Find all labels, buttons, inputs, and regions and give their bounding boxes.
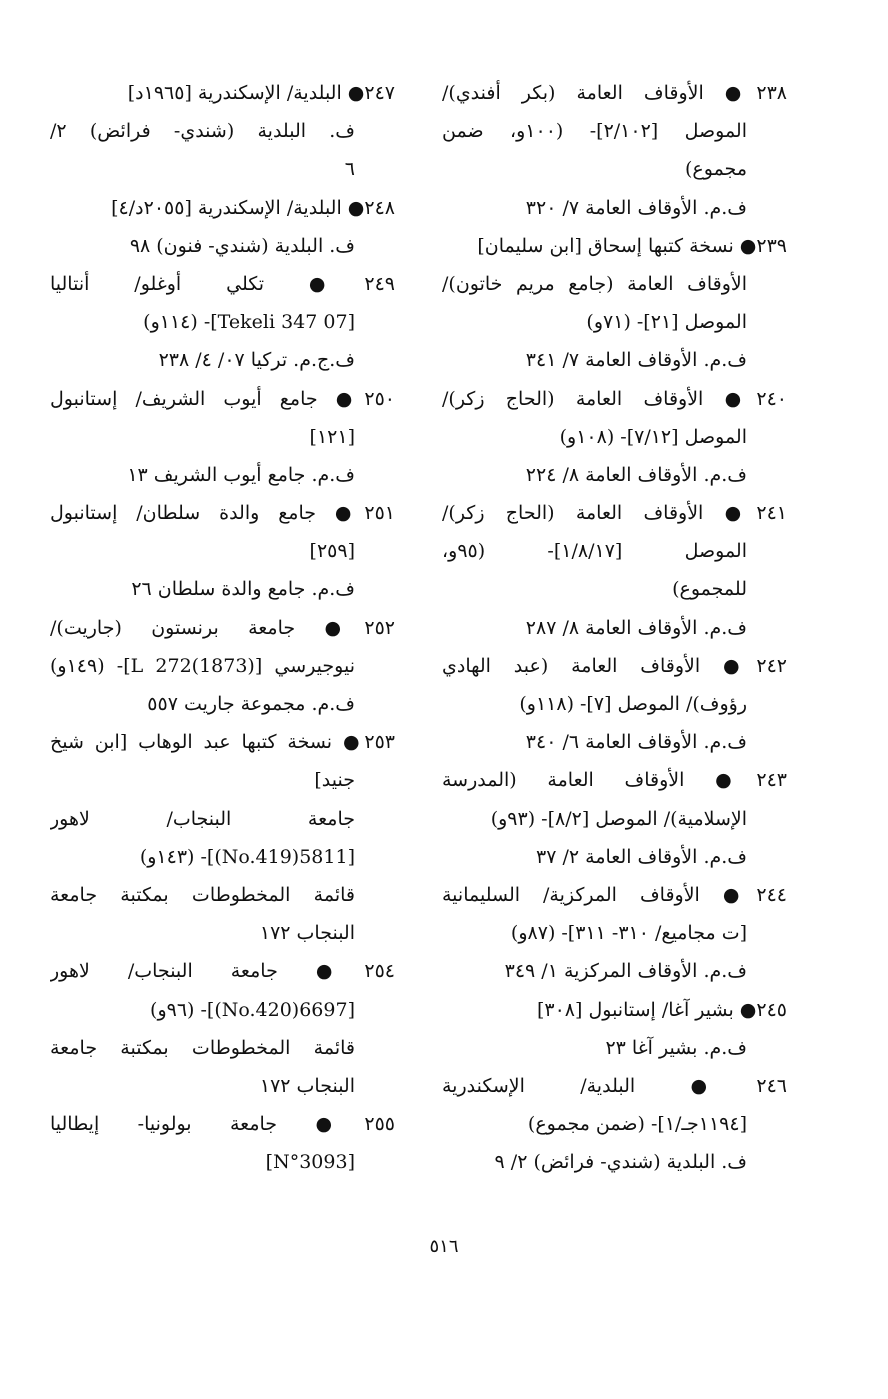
entry-text-line: ف. البلدية (شندي- فنون) ٩٨ bbox=[129, 234, 355, 257]
entry-text-line: ف.م. الأوقاف العامة ٧/ ٣٤١ bbox=[525, 349, 747, 372]
catalog-entry bbox=[442, 761, 787, 876]
entry-heading-line: ٢٥٤● جامعة البنجاب/ لاهور bbox=[50, 960, 395, 983]
entry-heading-line: ٢٤٧● البلدية/ الإسكندرية [١٩٦٥د] bbox=[127, 82, 395, 104]
entry-text-line: البنجاب ١٧٢ bbox=[259, 1074, 355, 1097]
entry-heading-line: ٢٤٢● الأوقاف العامة (عبد الهادي bbox=[442, 654, 787, 677]
entry-text-line: الموصل [٢/١٠٢]- (١٠٠و، ضمن bbox=[442, 120, 747, 143]
catalog-entry bbox=[442, 647, 787, 762]
catalog-entry bbox=[50, 380, 395, 495]
catalog-entry bbox=[50, 1105, 395, 1181]
entry-text-line: الإسلامية)/ الموصل [٨/٢]- (٩٣و) bbox=[490, 807, 747, 830]
entry-text-line: ف.م. الأوقاف العامة ٨/ ٢٢٤ bbox=[525, 463, 747, 486]
entry-text-line: ٦ bbox=[344, 158, 355, 181]
entry-text-line: ف. البلدية (شندي- فرائض) ٢/ bbox=[50, 120, 355, 143]
entry-text-line: البنجاب ١٧٢ bbox=[259, 922, 355, 945]
entry-text-line: ف.م. مجموعة جاريت ٥٥٧ bbox=[147, 693, 355, 715]
entry-text-line: [ت مجاميع/ ٣١٠- ٣١١]- (٨٧و) bbox=[510, 922, 747, 945]
entry-text-line: ف.ج.م. تركيا ٠٧/ ٤/ ٢٣٨ bbox=[158, 349, 355, 372]
entry-heading-line: ٢٤٩● تكلي أوغلو/ أنتاليا bbox=[50, 272, 395, 295]
catalog-entry bbox=[442, 991, 787, 1067]
catalog-entry bbox=[50, 609, 395, 724]
entry-text-line: ف.م. الأوقاف العامة ٢/ ٣٧ bbox=[536, 845, 747, 868]
entry-text-line: ف.م. الأوقاف المركزية ١/ ٣٤٩ bbox=[504, 960, 747, 983]
entry-text-line: الأوقاف العامة (جامع مريم خاتون)/ bbox=[442, 272, 747, 295]
entry-heading-line: ٢٤١● الأوقاف العامة (الحاج زكر)/ bbox=[442, 502, 787, 525]
entry-heading-line: ٢٤٤● الأوقاف المركزية/ السليمانية bbox=[442, 883, 787, 906]
entry-heading-line: ٢٥٥● جامعة بولونيا- إيطاليا bbox=[50, 1113, 395, 1136]
catalog-entry bbox=[442, 74, 787, 227]
left-column bbox=[50, 74, 395, 1181]
catalog-entry bbox=[50, 952, 395, 1105]
entry-text-line: ف.م. جامع والدة سلطان ٢٦ bbox=[131, 578, 355, 601]
entry-text-line: [٢٥٩] bbox=[309, 540, 355, 563]
entry-text-line: ف.م. الأوقاف العامة ٨/ ٢٨٧ bbox=[525, 616, 747, 639]
entry-text-line: [07 Tekeli 347]- (١١٤و) bbox=[143, 311, 355, 334]
entry-heading-line: ٢٥٢● جامعة برنستون (جاريت)/ bbox=[50, 616, 395, 639]
entry-heading-line: ٢٣٨● الأوقاف العامة (بكر أفندي)/ bbox=[442, 82, 787, 104]
catalog-entry bbox=[442, 380, 787, 495]
catalog-entry bbox=[50, 494, 395, 609]
entry-text-line: الموصل [٢١]- (٧١و) bbox=[586, 311, 747, 334]
entry-heading-line: ٢٥٣● نسخة كتبها عبد الوهاب [ابن شيخ bbox=[50, 731, 395, 754]
entry-text-line: الموصل [٧/١٢]- (١٠٨و) bbox=[559, 425, 747, 448]
page-number: ٥١٦ bbox=[429, 1236, 459, 1257]
entry-heading-line: ٢٤٠● الأوقاف العامة (الحاج زكر)/ bbox=[442, 387, 787, 410]
entry-text-line: مجموع) bbox=[685, 158, 747, 181]
entry-text-line: ف.م. جامع أيوب الشريف ١٣ bbox=[127, 463, 355, 486]
catalog-entry bbox=[442, 227, 787, 380]
entry-text-line: للمجموع) bbox=[672, 578, 747, 601]
entry-text-line: رؤوف)/ الموصل [٧]- (١١٨و) bbox=[519, 693, 747, 715]
catalog-entry bbox=[50, 723, 395, 952]
catalog-entry bbox=[50, 74, 395, 189]
entry-text-line: [5811(No.419)]- (١٤٣و) bbox=[139, 845, 355, 868]
entry-text-line: ف.م. بشير آغا ٢٣ bbox=[605, 1036, 747, 1059]
entry-heading-line: ٢٤٣● الأوقاف العامة (المدرسة bbox=[442, 769, 787, 792]
entry-heading-line: ٢٤٦● البلدية/ الإسكندرية bbox=[442, 1074, 787, 1097]
right-column bbox=[442, 74, 787, 1181]
entry-text-line: قائمة المخطوطات بمكتبة جامعة bbox=[50, 883, 355, 906]
entry-text-line: جنيد] bbox=[314, 769, 355, 792]
catalog-entry bbox=[442, 1067, 787, 1182]
entry-heading-line: ٢٤٨● البلدية/ الإسكندرية [٢٠٥٥د/٤] bbox=[111, 196, 395, 219]
entry-heading-line: ٢٥١● جامع والدة سلطان/ إستانبول bbox=[50, 502, 395, 525]
catalog-entry bbox=[442, 494, 787, 647]
entry-text-line: ف. البلدية (شندي- فرائض) ٢/ ٩ bbox=[494, 1151, 747, 1174]
entry-text-line: نيوجيرسي [L 272(1873)]- (١٤٩و) bbox=[50, 654, 355, 677]
entry-text-line: [6697(No.420)]- (٩٦و) bbox=[150, 998, 355, 1021]
entry-text-line: قائمة المخطوطات بمكتبة جامعة bbox=[50, 1036, 355, 1059]
entry-text-line: ف.م. الأوقاف العامة ٧/ ٣٢٠ bbox=[525, 196, 747, 219]
entry-text-line: ف.م. الأوقاف العامة ٦/ ٣٤٠ bbox=[525, 731, 747, 754]
entry-text-line: جامعة البنجاب/ لاهور bbox=[50, 807, 355, 830]
entry-heading-line: ٢٣٩● نسخة كتبها إسحاق [ابن سليمان] bbox=[477, 234, 787, 257]
entry-text-line: [١١٩٤جـ/١]- (ضمن مجموع) bbox=[527, 1113, 747, 1136]
entry-heading-line: ٢٥٠● جامع أيوب الشريف/ إستانبول bbox=[50, 387, 395, 410]
entry-text-line: [١٢١] bbox=[309, 425, 355, 448]
catalog-entry bbox=[50, 189, 395, 265]
entry-heading-line: ٢٤٥● بشير آغا/ إستانبول [٣٠٨] bbox=[536, 998, 787, 1021]
entry-text-line: الموصل [١/٨/١٧]- (٩٥و، bbox=[442, 540, 747, 563]
entry-text-line: [N°3093] bbox=[265, 1151, 355, 1174]
catalog-entry bbox=[50, 265, 395, 380]
catalog-entry bbox=[442, 876, 787, 991]
